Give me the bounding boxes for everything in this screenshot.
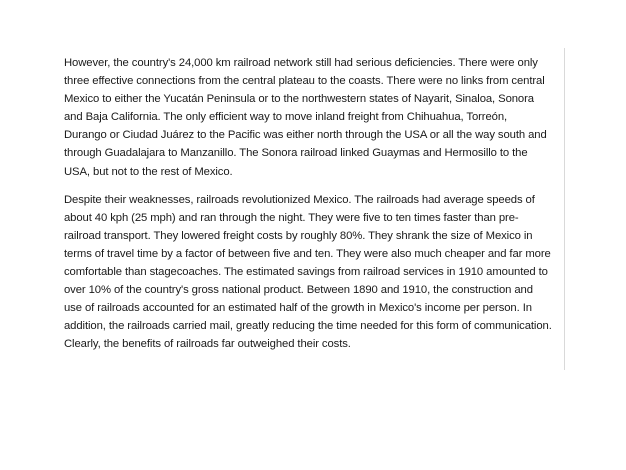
text-line: over 10% of the country's gross national product. Between 1890 and 1910, the construction and <box>64 284 533 297</box>
page-edge-divider <box>564 48 565 370</box>
text-line: Durango or Ciudad Juárez to the Pacific was either north through the USA or all the way south and <box>64 129 547 142</box>
text-line: addition, the railroads carried mail, greatly reducing the time needed for this form of communication. <box>64 320 552 333</box>
document-body <box>64 54 560 354</box>
text-line: three effective connections from the central plateau to the coasts. There were no links from central <box>64 75 545 88</box>
text-line: comfortable than stagecoaches. The estimated savings from railroad services in 1910 amounted to <box>64 266 548 279</box>
text-line: and Baja California. The only efficient way to move inland freight from Chihuahua, Torreón, <box>64 111 508 124</box>
text-line: about 40 kph (25 mph) and ran through the night. They were five to ten times faster than pre- <box>64 211 519 224</box>
text-line: However, the country's 24,000 km railroad network still had serious deficiencies. There were only <box>64 57 538 69</box>
text-line: Mexico to either the Yucatán Peninsula or to the northwestern states of Nayarit, Sinaloa, Sonora <box>64 93 534 106</box>
paragraph-deficiencies <box>64 54 560 181</box>
text-line: Clearly, the benefits of railroads far outweighed their costs. <box>64 338 351 351</box>
text-line: terms of travel time by a factor of between five and ten. They were also much cheaper and far more <box>64 247 551 260</box>
text-line: USA, but not to the rest of Mexico. <box>64 165 233 178</box>
text-line: use of railroads accounted for an estimated half of the growth in Mexico's income per person. In <box>64 302 532 315</box>
text-line: railroad transport. They lowered freight costs by roughly 80%. They shrank the size of Mexico in <box>64 229 533 242</box>
text-line: Despite their weaknesses, railroads revolutionized Mexico. The railroads had average speeds of <box>64 193 535 206</box>
paragraph-benefits <box>64 191 560 354</box>
text-line: through Guadalajara to Manzanillo. The Sonora railroad linked Guaymas and Hermosillo to the <box>64 147 528 160</box>
